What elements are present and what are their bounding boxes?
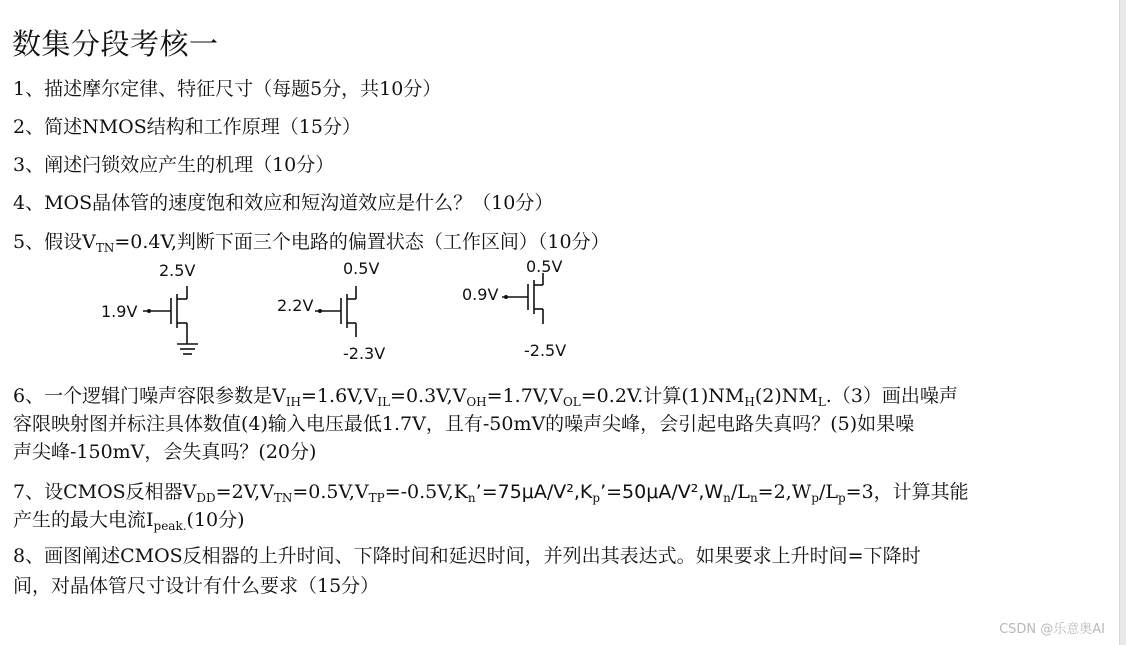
circuit-1-gate-label: 1.9V bbox=[101, 302, 138, 321]
bias-circuits-diagram bbox=[90, 252, 610, 367]
csdn-watermark: CSDN @乐意奥AI bbox=[999, 622, 1105, 637]
circuit-3-source-label: -2.5V bbox=[524, 341, 567, 360]
nmos-circuit-3 bbox=[502, 273, 543, 324]
question-6-line-3: 声尖峰-150mV，会失真吗？(20分) bbox=[13, 441, 317, 463]
nmos-circuit-1 bbox=[143, 286, 198, 354]
circuit-2-source-label: -2.3V bbox=[343, 344, 386, 363]
circuit-2-gate-label: 2.2V bbox=[277, 296, 314, 315]
circuit-3-gate-label: 0.9V bbox=[462, 285, 499, 304]
question-8-line-1: 8、画图阐述CMOS反相器的上升时间、下降时间和延迟时间，并列出其表达式。如果要求上升时间=下降时 bbox=[13, 545, 921, 567]
question-3: 3、阐述闩锁效应产生的机理（10分） bbox=[13, 154, 335, 176]
circuit-3-drain-label: 0.5V bbox=[526, 257, 563, 276]
question-8-line-2: 间，对晶体管尺寸设计有什么要求（15分） bbox=[13, 575, 380, 597]
question-1: 1、描述摩尔定律、特征尺寸（每题5分，共10分） bbox=[13, 78, 442, 100]
question-4: 4、MOS晶体管的速度饱和效应和短沟道效应是什么？（10分） bbox=[13, 192, 554, 214]
circuit-2-drain-label: 0.5V bbox=[343, 259, 380, 278]
question-7-line-1: 7、设CMOS反相器$V_{DD}=2V,V_{TN}=0.5V,V_{TP}=-0.5V,K_n’=75\mu A/V^2,K_p’=50\mu A/V^2,W_n/L_n=2,W_p/L_p=3$，计算其能 bbox=[13, 481, 969, 505]
circuit-1-drain-label: 2.5V bbox=[159, 261, 196, 280]
question-6-line-1: 6、一个逻辑门噪声容限参数是$V_{IH}=1.6V,V_{IL}=0.3V,V_{OH}=1.7V,V_{OL}=0.2V$.计算$(1)NM_H(2)NM_L.(3)$画出噪声 bbox=[13, 385, 958, 409]
question-7-line-2: 产生的最大电流$I_{peak.}(10$分) bbox=[13, 509, 245, 533]
question-6-line-2: 容限映射图并标注具体数值(4)输入电压最低1.7V，且有-50mV的噪声尖峰，会引起电路失真吗？(5)如果噪 bbox=[13, 413, 915, 435]
question-5: 5、假设$V_{TN}=0.4V$,判断下面三个电路的偏置状态（工作区间）（10分） bbox=[13, 231, 610, 255]
question-2: 2、简述NMOS结构和工作原理（15分） bbox=[13, 116, 361, 138]
page-title: 数集分段考核一 bbox=[12, 27, 219, 61]
